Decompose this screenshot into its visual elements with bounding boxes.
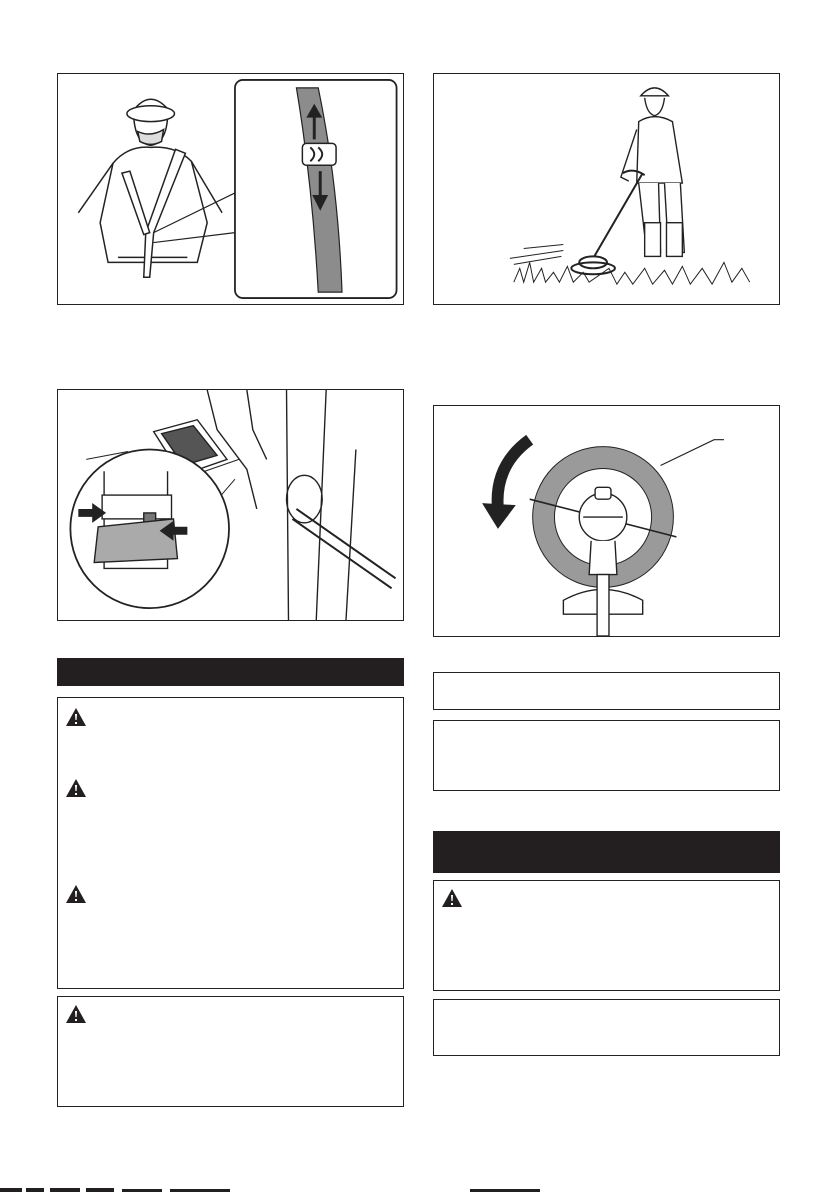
right-warning-box-1 [433,880,780,991]
right-note-box-2 [433,720,780,791]
right-note-box-3 [433,999,780,1056]
handle-icon [207,390,395,620]
right-note-box-1 [433,672,780,710]
cutting-area-illustration [434,406,779,636]
trimming-operation-figure [433,73,780,305]
hook-release-illustration [58,390,403,620]
hook-buckle-icon [94,471,177,568]
left-warning-box-1 [57,697,404,989]
left-section-bar [57,658,404,686]
rotation-arrow-icon [482,440,530,529]
warning-triangle-icon [65,884,87,904]
left-warning-box-2 [57,996,404,1107]
trimming-operation-illustration [434,74,779,304]
hook-release-figure [57,389,404,621]
buckle-icon [302,143,336,165]
right-section-bar [433,831,780,873]
warning-triangle-icon [441,888,463,908]
warning-triangle-icon [65,1004,87,1024]
harness-adjust-illustration [58,74,403,304]
page-bottom-strip [0,1186,840,1192]
grass-icon [510,245,750,285]
warning-triangle-icon [65,707,87,727]
person-icon [621,88,684,257]
cutting-area-figure [433,405,780,637]
warning-triangle-icon [65,778,87,798]
grass-trimmer-icon [571,171,644,275]
harness-adjust-figure [57,73,404,305]
